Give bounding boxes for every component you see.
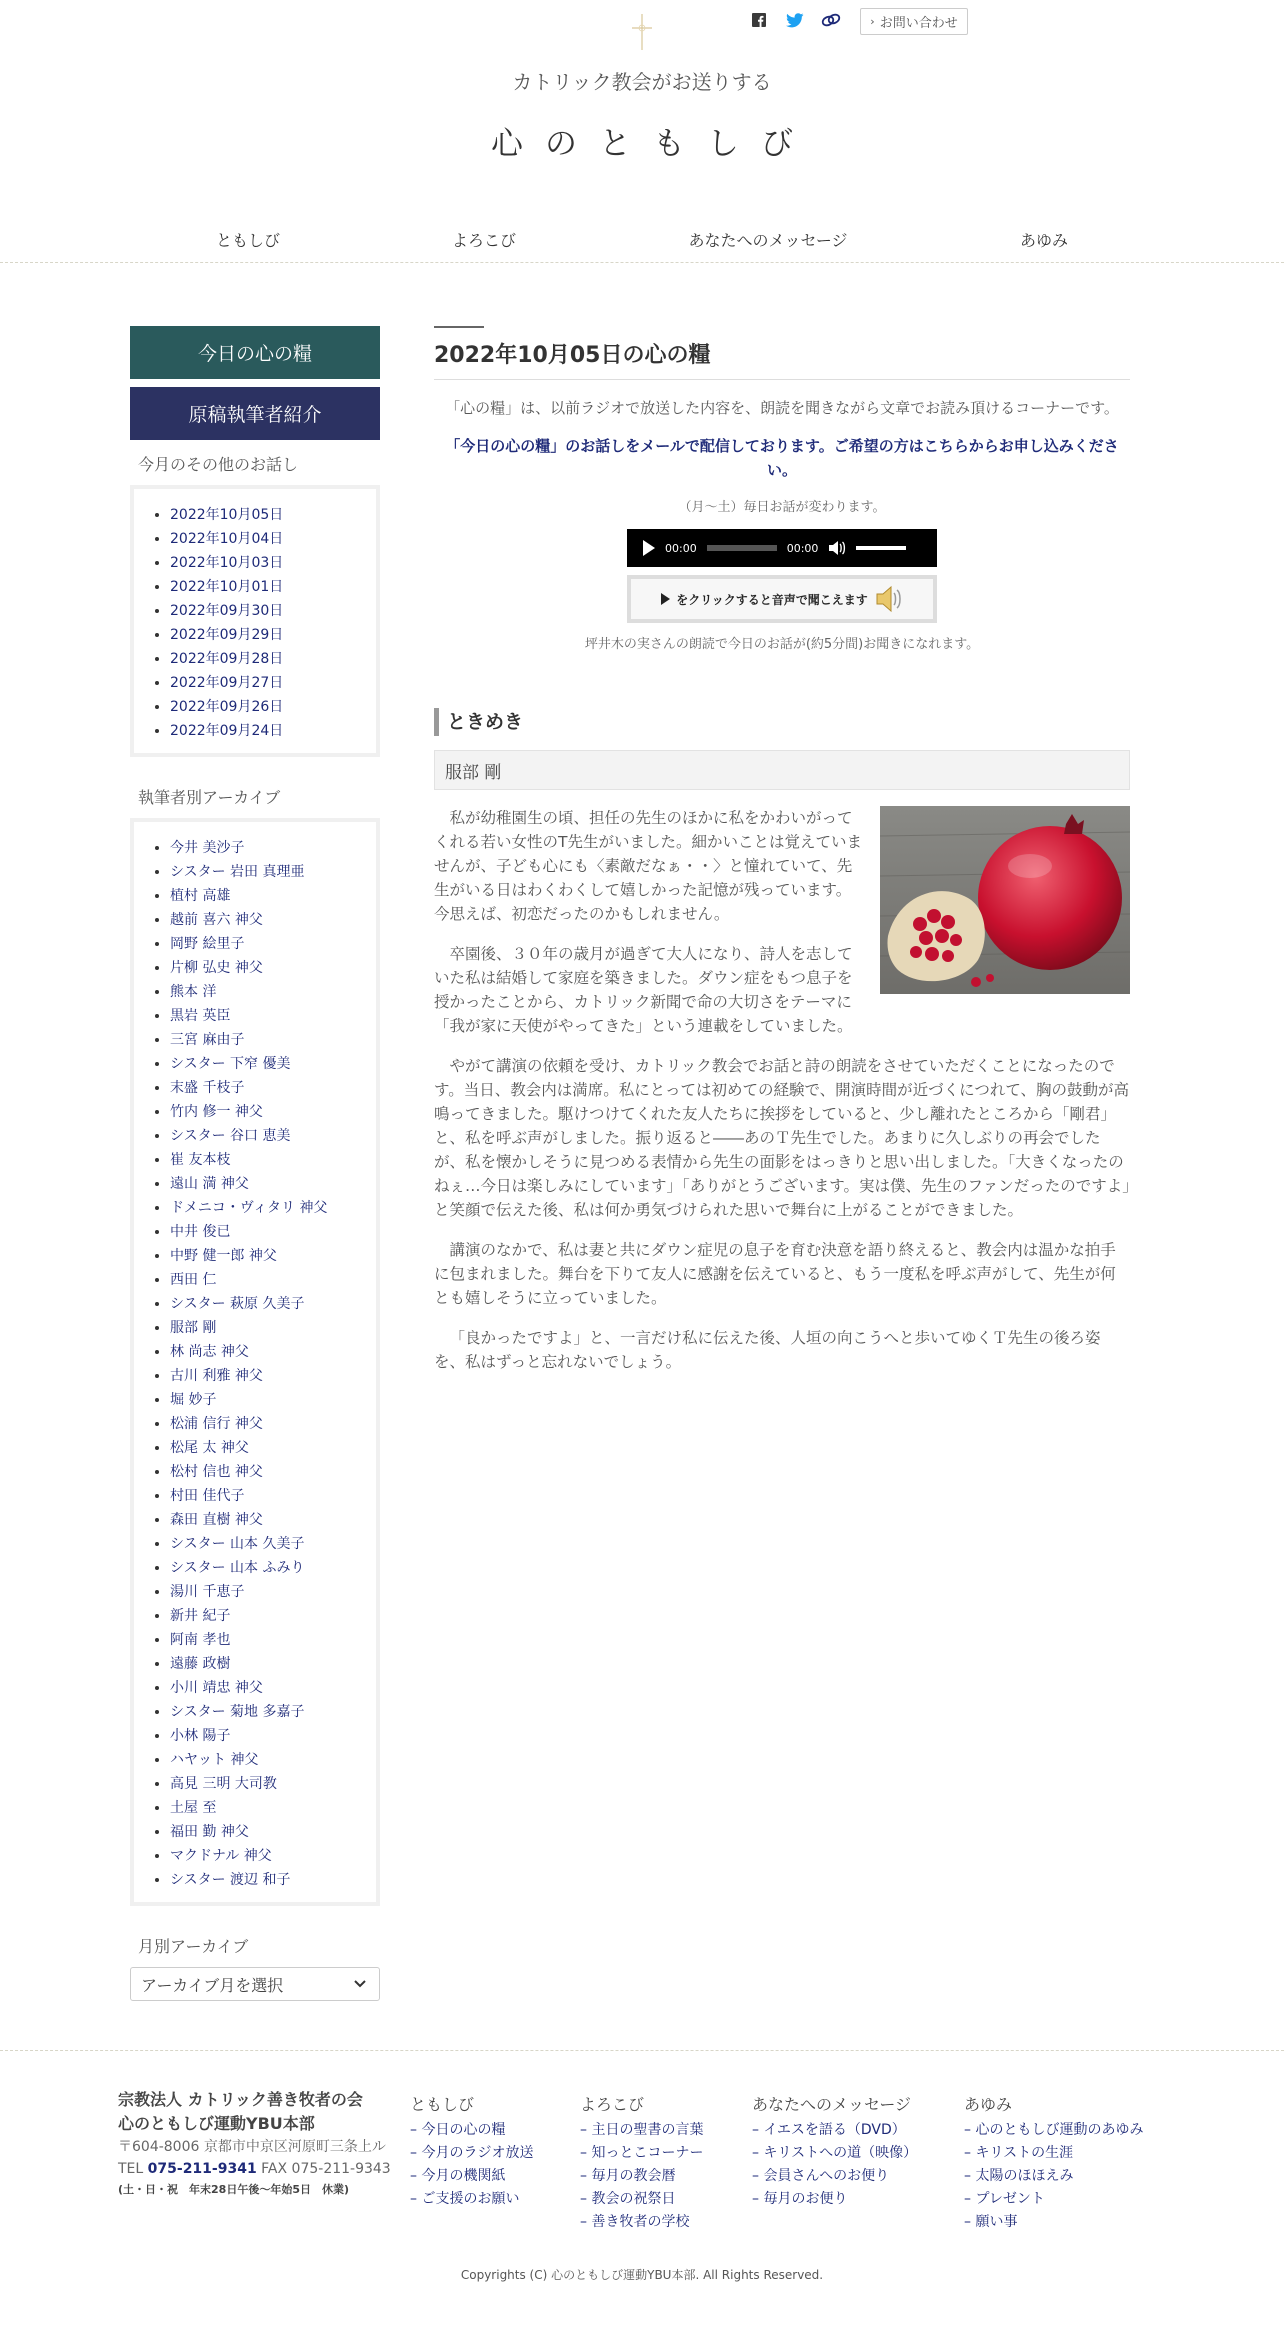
- nav-item-ayumi[interactable]: あゆみ: [1019, 231, 1069, 250]
- story-date-link[interactable]: • 2022年09月27日: [170, 671, 366, 695]
- tel-number[interactable]: 075-211-9341: [147, 2161, 257, 2177]
- footer-link-label: プレゼント: [975, 2191, 1045, 2207]
- author-archive-link[interactable]: • 遠藤 政樹: [170, 1652, 366, 1676]
- author-archive-link[interactable]: • 越前 喜六 神父: [170, 908, 366, 932]
- author-archive-link[interactable]: • シスター 渡辺 和子: [170, 1868, 366, 1892]
- site-title[interactable]: 心のともしび: [490, 124, 815, 162]
- author-archive-link[interactable]: • 末盛 千枝子: [170, 1076, 366, 1100]
- footer-link[interactable]: [752, 2119, 917, 2142]
- pomegranate-photo: [880, 806, 1130, 994]
- footer-link[interactable]: [410, 2165, 533, 2188]
- footer-link-label: 毎月の教会暦: [591, 2168, 676, 2184]
- month-select-value: アーカイブ月を選択: [141, 1975, 284, 1995]
- footer-link-label: 願い事: [975, 2214, 1018, 2230]
- footer-link[interactable]: [410, 2119, 533, 2142]
- author-archive-link[interactable]: • 岡野 絵里子: [170, 932, 366, 956]
- other-stories-heading: 今月のその他のお話し: [138, 455, 299, 474]
- footer-link[interactable]: [964, 2188, 1143, 2211]
- author-archive-link[interactable]: • シスター 萩原 久美子: [170, 1292, 366, 1316]
- footer-links: [752, 2119, 917, 2211]
- footer-link-label: 主日の聖書の言葉: [591, 2122, 704, 2138]
- footer-col-yorokobi: [580, 2092, 703, 2234]
- footer-link-label: 今日の心の糧: [421, 2122, 506, 2138]
- nav-item-tomoshibi[interactable]: ともしび: [215, 231, 281, 250]
- footer-link-label: 知っとこコーナー: [591, 2145, 704, 2161]
- author-archive-link[interactable]: • 古川 利雅 神父: [170, 1364, 366, 1388]
- contact-label: お問い合わせ: [879, 16, 958, 31]
- author-archive-link[interactable]: • 片柳 弘史 神父: [170, 956, 366, 980]
- author-archive-link[interactable]: • 小川 靖忠 神父: [170, 1676, 366, 1700]
- dash-marker: –: [752, 2168, 764, 2184]
- cross-logo-icon: [630, 12, 654, 52]
- dash-marker: –: [964, 2191, 976, 2207]
- story-body: [434, 806, 1130, 1390]
- dash-marker: –: [580, 2122, 592, 2138]
- link-icon[interactable]: [820, 9, 842, 31]
- footer-link[interactable]: [964, 2165, 1143, 2188]
- author-archive-box: [130, 818, 380, 1906]
- footer-link[interactable]: [752, 2142, 917, 2165]
- story-author: 服部 剛: [434, 750, 1130, 790]
- footer-link-label: キリストへの道（映像）: [763, 2145, 918, 2161]
- authors-intro-button[interactable]: 原稿執筆者紹介: [130, 387, 380, 440]
- story-date-link[interactable]: • 2022年09月30日: [170, 599, 366, 623]
- author-archive-link[interactable]: • シスター 菊地 多嘉子: [170, 1700, 366, 1724]
- author-archive-link[interactable]: • 遠山 満 神父: [170, 1172, 366, 1196]
- dash-marker: –: [752, 2122, 764, 2138]
- author-archive-link[interactable]: • 今井 美沙子: [170, 836, 366, 860]
- footer-link[interactable]: [410, 2142, 533, 2165]
- seek-bar[interactable]: [707, 545, 777, 551]
- author-archive-heading: 執筆者別アーカイブ: [138, 788, 281, 807]
- footer-col-ayumi: [964, 2092, 1143, 2234]
- author-archive-link[interactable]: • 黒岩 英臣: [170, 1004, 366, 1028]
- author-archive-link[interactable]: • 植村 高雄: [170, 884, 366, 908]
- author-archive-link[interactable]: • 堀 妙子: [170, 1388, 366, 1412]
- site-tagline: カトリック教会がお送りする: [512, 70, 772, 94]
- story-paragraph-4: 講演のなかで、私は妻と共にダウン症児の息子を育む決意を語り終えると、教会内は温かな拍手に包まれました。舞台を下りて友人に感謝を伝えていると、もう一度私を呼ぶ声がして、先生が何とも嬉しそうに立っていました。: [434, 1241, 1116, 1307]
- author-archive-link[interactable]: • 崔 友本枝: [170, 1148, 366, 1172]
- footer-link-label: 太陽のほほえみ: [975, 2168, 1074, 2184]
- dash-marker: –: [580, 2214, 592, 2230]
- fax-number: FAX 075-211-9343: [261, 2161, 391, 2177]
- org-name-2: 心のともしび運動YBU本部: [118, 2114, 315, 2133]
- sidebar: [130, 326, 380, 2001]
- duration: 00:00: [786, 541, 819, 555]
- author-archive-list: [154, 836, 366, 1892]
- footer-link-label: 善き牧者の学校: [591, 2214, 690, 2230]
- author-archive-link[interactable]: • 阿南 孝也: [170, 1628, 366, 1652]
- footer-link-label: 毎月のお便り: [763, 2191, 848, 2207]
- audio-player: [627, 529, 937, 567]
- footer-organization: [118, 2088, 408, 2200]
- social-links: [748, 9, 842, 31]
- chevron-right-icon: ›: [870, 15, 875, 28]
- twitter-icon[interactable]: [784, 9, 806, 31]
- footer-col-title: あゆみ: [964, 2095, 1013, 2114]
- volume-icon[interactable]: [828, 540, 846, 556]
- author-archive-link[interactable]: • 松村 信也 神父: [170, 1460, 366, 1484]
- dash-marker: –: [964, 2214, 976, 2230]
- site-header: [0, 0, 1284, 262]
- author-archive-link[interactable]: • 高見 三明 大司教: [170, 1772, 366, 1796]
- author-archive-link[interactable]: • 三宮 麻由子: [170, 1028, 366, 1052]
- facebook-icon[interactable]: [748, 9, 770, 31]
- footer-link-label: 心のともしび運動のあゆみ: [975, 2122, 1144, 2138]
- author-archive-link[interactable]: • 服部 剛: [170, 1316, 366, 1340]
- chevron-down-icon: [353, 1979, 367, 1989]
- dash-marker: –: [964, 2168, 976, 2184]
- author-archive-link[interactable]: • 竹内 修一 神父: [170, 1100, 366, 1124]
- speaker-icon: [874, 585, 904, 613]
- dash-marker: –: [410, 2145, 422, 2161]
- story-date-link[interactable]: • 2022年09月29日: [170, 623, 366, 647]
- volume-slider[interactable]: [856, 546, 906, 550]
- intro-text: 「心の糧」は、以前ラジオで放送した内容を、朗読を聞きながら文章でお読み頂けるコーナーです。: [445, 399, 1119, 417]
- story-date-link[interactable]: • 2022年10月01日: [170, 575, 366, 599]
- month-archive-select[interactable]: [130, 1967, 380, 2001]
- dash-marker: –: [580, 2168, 592, 2184]
- author-archive-link[interactable]: • ハヤット 神父: [170, 1748, 366, 1772]
- story-date-link[interactable]: • 2022年09月24日: [170, 719, 366, 743]
- author-archive-link[interactable]: • 中野 健一郎 神父: [170, 1244, 366, 1268]
- dash-marker: –: [580, 2145, 592, 2161]
- footer-link-label: 会員さんへのお便り: [763, 2168, 890, 2184]
- author-archive-link[interactable]: • 新井 紀子: [170, 1604, 366, 1628]
- main-content: [434, 326, 1130, 1390]
- dash-marker: –: [580, 2191, 592, 2207]
- author-archive-link[interactable]: • シスター 下窄 優美: [170, 1052, 366, 1076]
- other-stories-list: [154, 503, 366, 743]
- play-audio-label: をクリックすると音声で聞こえます: [676, 592, 868, 607]
- author-archive-link[interactable]: • 土屋 至: [170, 1796, 366, 1820]
- story-date-link[interactable]: • 2022年10月03日: [170, 551, 366, 575]
- org-name-1: 宗教法人 カトリック善き牧者の会: [118, 2090, 363, 2109]
- nav-item-yorokobi[interactable]: よろこび: [451, 231, 517, 250]
- page-title: 2022年10月05日の心の糧: [434, 338, 1130, 380]
- dash-marker: –: [964, 2145, 976, 2161]
- month-archive-heading: 月別アーカイブ: [138, 1937, 249, 1956]
- footer-link[interactable]: [580, 2211, 703, 2234]
- nav-item-message[interactable]: あなたへのメッセージ: [688, 231, 848, 250]
- footer-link[interactable]: [964, 2142, 1143, 2165]
- footer-col-message: [752, 2092, 917, 2211]
- tel-label: TEL: [118, 2161, 144, 2177]
- footer-col-title: よろこび: [580, 2095, 645, 2114]
- current-time: 00:00: [665, 541, 697, 555]
- dash-marker: –: [964, 2122, 976, 2138]
- footer-link[interactable]: [964, 2211, 1143, 2234]
- footer-col-tomoshibi: [410, 2092, 533, 2211]
- dash-marker: –: [410, 2122, 422, 2138]
- author-archive-link[interactable]: • 森田 直樹 神父: [170, 1508, 366, 1532]
- main-nav: [0, 224, 1284, 262]
- author-archive-link[interactable]: • 福田 勤 神父: [170, 1820, 366, 1844]
- footer-link-label: ご支援のお願い: [421, 2191, 520, 2207]
- author-archive-link[interactable]: • シスター 山本 ふみり: [170, 1556, 366, 1580]
- footer-link[interactable]: [580, 2165, 703, 2188]
- footer-links: [580, 2119, 703, 2234]
- footer-link-label: キリストの生涯: [975, 2145, 1074, 2161]
- footer-link[interactable]: [964, 2119, 1143, 2142]
- footer-links: [410, 2119, 533, 2211]
- play-icon[interactable]: [643, 540, 655, 556]
- author-archive-link[interactable]: • 熊本 洋: [170, 980, 366, 1004]
- author-archive-link[interactable]: • 林 尚志 神父: [170, 1340, 366, 1364]
- footer-link[interactable]: [580, 2142, 703, 2165]
- story-date-link[interactable]: • 2022年10月05日: [170, 503, 366, 527]
- author-archive-link[interactable]: • 松尾 太 神父: [170, 1436, 366, 1460]
- daily-note: （月～土）毎日お話が変わります。: [678, 500, 886, 515]
- footer-links: [964, 2119, 1143, 2234]
- footer-link-label: イエスを語る（DVD）: [763, 2122, 906, 2138]
- footer-col-title: ともしび: [410, 2095, 475, 2114]
- story-paragraph-3: やがて講演の依頼を受け、カトリック教会でお話と詩の朗読をさせていただくことになったのです。当日、教会内は満席。私にとっては初めての経験で、開演時間が近づくにつれて、胸の鼓動が高鳴ってきました。駆けつけてくれた友人たちに挨拶をしていると、少し離れたところから「剛君」と、私を呼ぶ声がしました。振り返ると――あのＴ先生でした。あまりに久しぶりの再会でしたが、私を懐かしそうに見つめる表情から先生の面影をはっきりと思い出しました。「大きくなったのねぇ…今日は楽しみにしています」「ありがとうございます。実は僕、先生のファンだったのですよ」と笑顔で伝えた後、私は何か勇気づけられた思いで舞台に上がることができました。: [434, 1057, 1130, 1219]
- footer-link[interactable]: [580, 2188, 703, 2211]
- author-archive-link[interactable]: • ドメニコ・ヴィタリ 神父: [170, 1196, 366, 1220]
- dash-marker: –: [752, 2191, 764, 2207]
- footer-link[interactable]: [580, 2119, 703, 2142]
- footer-divider: [0, 2050, 1284, 2051]
- story-paragraph-1: 私が幼稚園生の頃、担任の先生のほかに私をかわいがってくれる若い女性のT先生がいました。細かいことは覚えていませんが、子ども心にも〈素敵だなぁ・・〉と憧れていて、先生がいる日はわくわくして嬉しかった記憶が残っています。今思えば、初恋だったのかもしれません。: [434, 809, 862, 923]
- story-paragraph-2: 卒園後、３０年の歳月が過ぎて大人になり、詩人を志していた私は結婚して家庭を築きました。ダウン症をもつ息子を授かったことから、カトリック新聞で命の大切さをテーマに「我が家に天使がやってきた」という連載をしていました。: [434, 945, 853, 1035]
- narration-note: 坪井木の実さんの朗読で今日のお話が(約5分間)お聞きになれます。: [584, 637, 980, 652]
- author-archive-link[interactable]: • 湯川 千恵子: [170, 1580, 366, 1604]
- copyright: Copyrights (C) 心のともしび運動YBU本部. All Rights Reserved.: [460, 2268, 824, 2282]
- footer-link[interactable]: [410, 2188, 533, 2211]
- play-audio-button[interactable]: [627, 575, 937, 623]
- author-archive-link[interactable]: • シスター 谷口 恵美: [170, 1124, 366, 1148]
- today-kokoro-button[interactable]: 今日の心の糧: [130, 326, 380, 379]
- org-phone: [118, 2158, 408, 2180]
- author-archive-link[interactable]: • 松浦 信行 神父: [170, 1412, 366, 1436]
- author-archive-link[interactable]: • マクドナル 神父: [170, 1844, 366, 1868]
- dash-marker: –: [752, 2145, 764, 2161]
- author-archive-link[interactable]: • 中井 俊已: [170, 1220, 366, 1244]
- author-archive-link[interactable]: • 小林 陽子: [170, 1724, 366, 1748]
- dash-marker: –: [410, 2191, 422, 2207]
- author-archive-link[interactable]: • 西田 仁: [170, 1268, 366, 1292]
- title-accent: [434, 326, 484, 328]
- story-paragraph-5: 「良かったですよ」と、一言だけ私に伝えた後、人垣の向こうへと歩いてゆくＴ先生の後ろ姿を、私はずっと忘れないでしょう。: [434, 1329, 1101, 1371]
- author-archive-link[interactable]: • シスター 岩田 真理亜: [170, 860, 366, 884]
- footer-link-label: 今月のラジオ放送: [421, 2145, 534, 2161]
- nav-divider: [0, 262, 1284, 263]
- org-address: 〒604-8006 京都市中京区河原町三条上ル: [118, 2139, 386, 2155]
- footer-link-label: 今月の機関紙: [421, 2168, 506, 2184]
- footer-link[interactable]: [752, 2165, 917, 2188]
- play-triangle-icon: [660, 593, 670, 605]
- author-archive-link[interactable]: • 村田 佳代子: [170, 1484, 366, 1508]
- other-stories-box: [130, 485, 380, 757]
- story-title: ときめき: [434, 708, 1130, 736]
- footer-link[interactable]: [752, 2188, 917, 2211]
- contact-button[interactable]: [860, 8, 968, 35]
- mail-subscribe-link[interactable]: 「今日の心の糧」のお話しをメールで配信しております。ご希望の方はこちらからお申し込みください。: [445, 437, 1119, 479]
- footer-col-title: あなたへのメッセージ: [752, 2095, 912, 2114]
- footer-link-label: 教会の祝祭日: [591, 2191, 676, 2207]
- story-date-link[interactable]: • 2022年09月26日: [170, 695, 366, 719]
- org-hours: (土・日・祝 年末28日午後〜年始5日 休業): [118, 2183, 350, 2196]
- dash-marker: –: [410, 2168, 422, 2184]
- story-date-link[interactable]: • 2022年09月28日: [170, 647, 366, 671]
- author-archive-link[interactable]: • シスター 山本 久美子: [170, 1532, 366, 1556]
- story-date-link[interactable]: • 2022年10月04日: [170, 527, 366, 551]
